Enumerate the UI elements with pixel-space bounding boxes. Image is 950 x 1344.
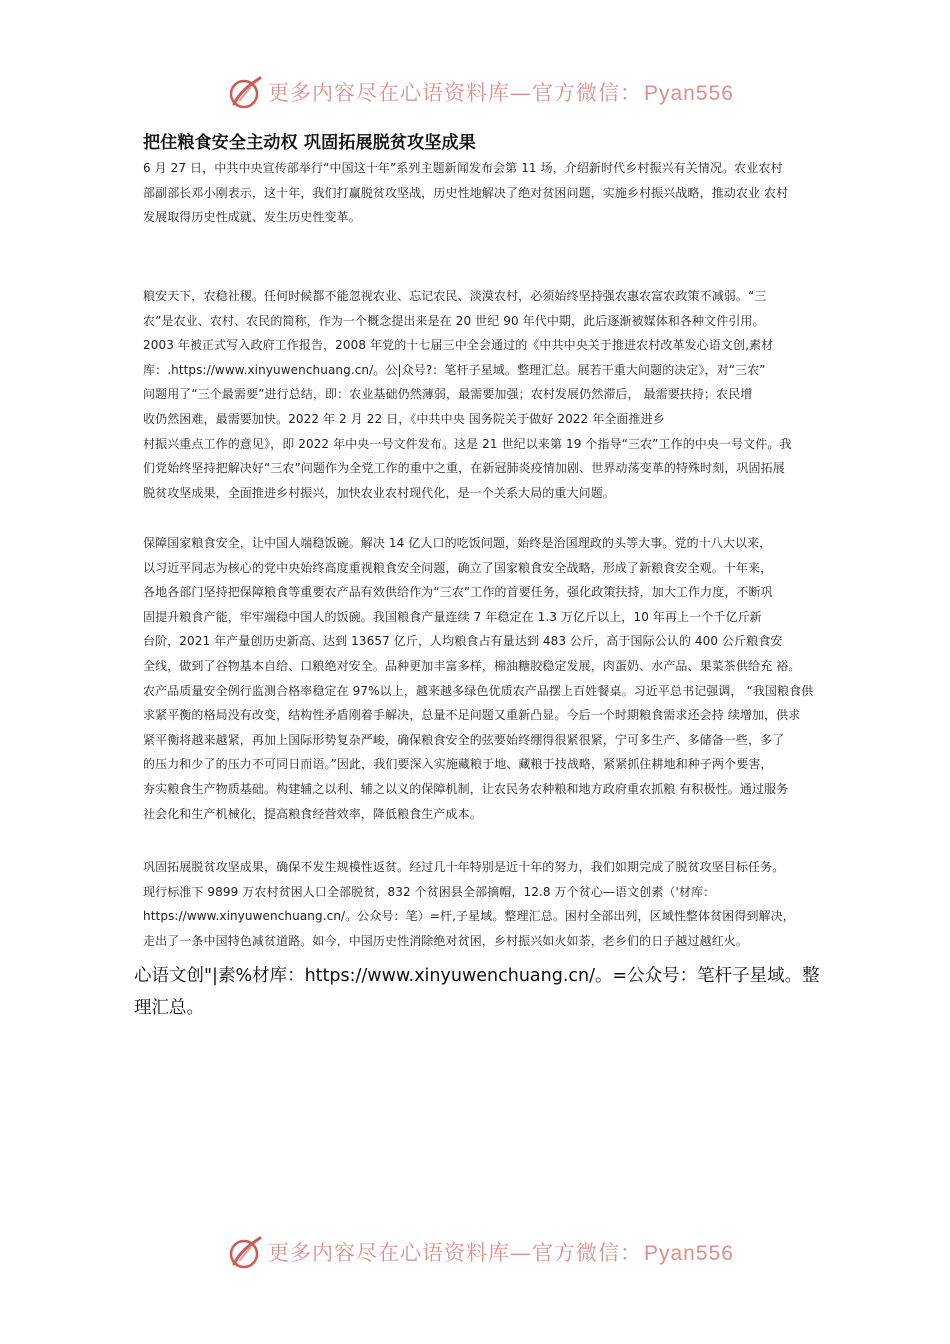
text-line: 的压力和少了的压力不可同日而语。”因此，我们要深入实施藏粮于地、藏粮于技战略，紧紧抓住耕地和种子两个要害， (143, 757, 773, 772)
text-line: 求紧平衡的格局没有改变，结构性矛盾刚着手解决，总量不足问题又重新凸显。今后一个时期粮食需求还会持 续增加，供求 (143, 708, 801, 723)
source-note-large (134, 960, 834, 1024)
text-line: 现行标准下 9899 万农村贫困人口全部脱贫，832 个贫困县全部摘帽，12.8 万个贫心—语文创素（'材库： (143, 884, 716, 899)
text-line: 农”是农业、农村、农民的简称，作为一个概念提出来是在 20 世纪 90 年代中期，此后逐渐被媒体和各种文件引用。 (143, 313, 765, 328)
watermark-banner-top (228, 72, 734, 112)
text-line: 粮安天下，农稳社稷。任何时候都不能忽视农业、忘记农民、淡漠农村，必须始终坚持强农惠农富农政策不减弱。“三 (143, 289, 767, 303)
watermark-banner-bottom (228, 1232, 734, 1272)
text-line: 村振兴重点工作的意见》，即 2022 年中央一号文件发布。这是 21 世纪以来第 19 个指导“三农”工作的中央一号文件。我 (143, 436, 792, 451)
paragraph-4 (143, 855, 833, 953)
paragraph-1 (143, 156, 833, 230)
watermark-wechat-id: Pyan556 (644, 82, 734, 105)
text-line: 紧平衡将越来越紧，再加上国际形势复杂严峻，确保粮食安全的弦要始终绷得很紧很紧，宁可多生产、多储备一些，多了 (143, 732, 785, 747)
text-line: 全线，做到了谷物基本自给、口粮绝对安全。品种更加丰富多样，棉油糖胶稳定发展，肉蛋奶、水产品、果菜茶供给充 裕。 (143, 658, 801, 673)
text-line: 农产品质量安全例行监测合格率稳定在 97%以上，越来越多绿色优质农产品摆上百姓餐桌。习近平总书记强调， “我国粮食供 (143, 683, 814, 698)
paragraph-2 (143, 284, 833, 505)
text-line: 走出了一条中国特色减贫道路。如今，中国历史性消除绝对贫困，乡村振兴如火如荼，老乡们的日子越过越红火。 (143, 933, 749, 948)
text-line: 以习近平同志为核心的党中央始终高度重视粮食安全问题，确立了国家粮食安全战略，形成了新粮食安全观。十年来， (143, 560, 773, 575)
text-line: 库：.https://www.xinyuwenchuang.cn/。公|众号?：笔杆子星域。整理汇总。展若干重大问题的决定》，对“三农” (143, 362, 766, 377)
text-line: https://www.xinyuwenchuang.cn/。公众号：笔）=杆,子星域。整理汇总。困村全部出列，区域性整体贫困得到解决， (143, 909, 795, 924)
watermark-wechat-id: Pyan556 (644, 1242, 734, 1265)
text-line: 收仍然困难，最需要加快。2022 年 2 月 22 日，《中共中央 国务院关于做好 2022 年全面推进乡 (143, 411, 665, 426)
text-line: 问题用了“三个最需要”进行总结，即：农业基础仍然薄弱，最需要加强；农村发展仍然滞后， 最需要扶持；农民增 (143, 387, 753, 402)
text-line: 台阶，2021 年产量创历史新高、达到 13657 亿斤，人均粮食占有量达到 483 公斤，高于国际公认的 400 公斤粮食安 (143, 634, 783, 649)
source-note-line: 理汇总。 (134, 998, 204, 1018)
text-line: 脱贫攻坚成果，全面推进乡村振兴，加快农业农村现代化，是一个关系大局的重大问题。 (143, 485, 615, 500)
text-line: 们党始终坚持把解决好“三农”问题作为全党工作的重中之重，在新冠肺炎疫情加剧、世界动荡变革的特殊时刻，巩固拓展 (143, 461, 785, 476)
text-line: 各地各部门坚持把保障粮食等重要农产品有效供给作为“三农”工作的首要任务，强化政策扶持，加大工作力度，不断巩 (143, 585, 773, 600)
watermark-text-cn: 更多内容尽在心语资料库—官方微信： (268, 1241, 642, 1265)
text-line: 夯实粮食生产物质基础。构建辅之以利、辅之以义的保障机制，让农民务农种粮和地方政府重农抓粮 有积极性。通过服务 (143, 781, 789, 796)
brand-logo-icon (228, 1234, 264, 1270)
watermark-text-cn: 更多内容尽在心语资料库—官方微信： (268, 81, 642, 105)
text-line: 巩固拓展脱贫攻坚成果，确保不发生规模性返贫。经过几十年特别是近十年的努力，我们如期完成了脱贫攻坚目标任务。 (143, 860, 785, 874)
text-line: 发展取得历史性成就、发生历史性变革。 (143, 210, 361, 225)
paragraph-3 (143, 531, 833, 826)
text-line: 6 月 27 日，中共中央宣传部举行“中国这十年”系列主题新闻发布会第 11 场，介绍新时代乡村振兴有关情况。农业农村 (143, 161, 783, 175)
watermark-text (268, 1237, 734, 1267)
watermark-text (268, 77, 734, 107)
article-title: 把住粮食安全主动权 巩固拓展脱贫攻坚成果 (143, 133, 476, 153)
text-line: 保障国家粮食安全，让中国人端稳饭碗。解决 14 亿人口的吃饭问题，始终是治国理政的头等大事。党的十八大以来， (143, 536, 772, 550)
source-note-line: 心语文创"|素%材库：https://www.xinyuwenchuang.cn/。=公众号：笔杆子星域。整 (134, 966, 820, 986)
text-line: 社会化和生产机械化，提高粮食经营效率，降低粮食生产成本。 (143, 806, 482, 821)
text-line: 固提升粮食产能，牢牢端稳中国人的饭碗。我国粮食产量连续 7 年稳定在 1.3 万亿斤以上，10 年再上一个千亿斤新 (143, 609, 762, 624)
text-line: 部副部长邓小刚表示，这十年，我们打赢脱贫攻坚战，历史性地解决了绝对贫困问题，实施乡村振兴战略，推动农业 农村 (143, 185, 789, 200)
text-line: 2003 年被正式写入政府工作报告，2008 年党的十七届三中全会通过的《中共中央关于推进农村改革发心语文创,素材 (143, 338, 774, 353)
brand-logo-icon (228, 74, 264, 110)
